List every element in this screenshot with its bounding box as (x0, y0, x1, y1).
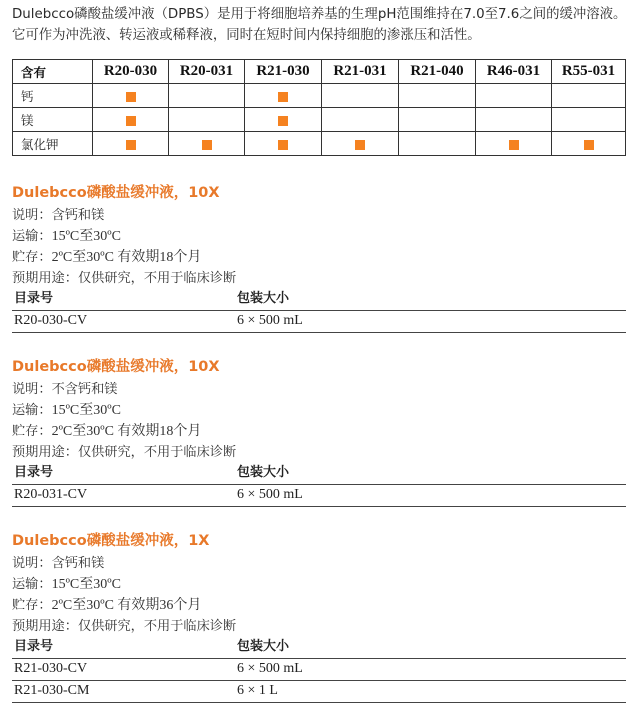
description-line (12, 379, 626, 400)
package-size-header: 包装大小 (237, 465, 290, 480)
intended-use-line (12, 442, 626, 463)
shipping-line (12, 226, 626, 247)
shipping-key: 运输： (12, 577, 52, 592)
mark-cell (93, 84, 169, 108)
composition-table (12, 59, 626, 156)
catalog-header (12, 637, 626, 659)
mark-cell (399, 84, 476, 108)
intended-use-key: 预期用途： (12, 271, 78, 286)
product-section (12, 531, 626, 703)
column-header: R20-031 (169, 60, 245, 84)
table-row (13, 108, 626, 132)
mark-cell (322, 84, 399, 108)
column-header: R46-031 (476, 60, 552, 84)
mark-cell (399, 108, 476, 132)
mark-cell (476, 84, 552, 108)
section-title: Dulebcco磷酸盐缓冲液，10X (12, 359, 220, 375)
description-line (12, 205, 626, 226)
shipping-line (12, 400, 626, 421)
mark-cell (399, 132, 476, 156)
table-row (13, 84, 626, 108)
product-section (12, 357, 626, 507)
mark-cell (245, 84, 322, 108)
storage-line (12, 247, 626, 268)
column-header: R20-030 (93, 60, 169, 84)
package-size: 6 × 500 mL (237, 661, 303, 676)
package-size-header: 包装大小 (237, 291, 290, 306)
row-label: 钙 (13, 84, 93, 108)
intended-use-value: 仅供研究，不用于临床诊断 (77, 271, 237, 286)
storage-line (12, 421, 626, 442)
catalog-row (12, 311, 626, 333)
mark-cell (245, 108, 322, 132)
storage-value: 2ºC至30ºC 有效期36个月 (51, 598, 202, 613)
storage-key: 贮存： (12, 250, 52, 265)
intended-use-line (12, 616, 626, 637)
intended-use-key: 预期用途： (12, 619, 78, 634)
package-size-header: 包装大小 (237, 639, 290, 654)
table-header-row (13, 60, 626, 84)
package-size: 6 × 1 L (237, 683, 278, 698)
description-value: 不含钙和镁 (51, 382, 118, 397)
description-line (12, 553, 626, 574)
shipping-line (12, 574, 626, 595)
intended-use-value: 仅供研究，不用于临床诊断 (77, 619, 237, 634)
catalog-number: R20-031-CV (14, 487, 88, 502)
product-section (12, 183, 626, 333)
orange-square-mark (126, 140, 136, 150)
shipping-value: 15ºC至30ºC (51, 403, 121, 418)
table-header-label: 含有 (13, 60, 93, 84)
shipping-value: 15ºC至30ºC (51, 577, 121, 592)
package-size: 6 × 500 mL (237, 487, 303, 502)
mark-cell (552, 108, 626, 132)
description-key: 说明： (12, 556, 52, 571)
section-title: Dulebcco磷酸盐缓冲液，1X (12, 533, 210, 549)
catalog-header (12, 463, 626, 485)
orange-square-mark (202, 140, 212, 150)
catalog-row (12, 659, 626, 681)
storage-value: 2ºC至30ºC 有效期18个月 (51, 250, 202, 265)
shipping-key: 运输： (12, 403, 52, 418)
intended-use-value: 仅供研究，不用于临床诊断 (77, 445, 237, 460)
mark-cell (169, 108, 245, 132)
column-header: R21-031 (322, 60, 399, 84)
shipping-key: 运输： (12, 229, 52, 244)
mark-cell (476, 132, 552, 156)
orange-square-mark (126, 92, 136, 102)
description-key: 说明： (12, 208, 52, 223)
orange-square-mark (126, 116, 136, 126)
column-header: R55-031 (552, 60, 626, 84)
catalog-number: R20-030-CV (14, 313, 88, 328)
description-value: 含钙和镁 (51, 556, 105, 571)
table-row (13, 132, 626, 156)
mark-cell (476, 108, 552, 132)
mark-cell (552, 84, 626, 108)
catalog-number: R21-030-CV (14, 661, 88, 676)
storage-key: 贮存： (12, 424, 52, 439)
storage-line (12, 595, 626, 616)
mark-cell (93, 132, 169, 156)
intended-use-line (12, 268, 626, 289)
row-label: 氯化钾 (13, 132, 93, 156)
row-label: 镁 (13, 108, 93, 132)
catalog-row (12, 485, 626, 507)
orange-square-mark (278, 92, 288, 102)
catalog-number-header: 目录号 (14, 639, 54, 654)
section-title: Dulebcco磷酸盐缓冲液，10X (12, 185, 220, 201)
package-size: 6 × 500 mL (237, 313, 303, 328)
column-header: R21-040 (399, 60, 476, 84)
mark-cell (322, 132, 399, 156)
orange-square-mark (278, 116, 288, 126)
orange-square-mark (509, 140, 519, 150)
shipping-value: 15ºC至30ºC (51, 229, 121, 244)
description-key: 说明： (12, 382, 52, 397)
storage-key: 贮存： (12, 598, 52, 613)
column-header: R21-030 (245, 60, 322, 84)
description-value: 含钙和镁 (51, 208, 105, 223)
mark-cell (245, 132, 322, 156)
mark-cell (93, 108, 169, 132)
storage-value: 2ºC至30ºC 有效期18个月 (51, 424, 202, 439)
orange-square-mark (278, 140, 288, 150)
catalog-header (12, 289, 626, 311)
catalog-row (12, 681, 626, 703)
intro-paragraph: Dulebcco磷酸盐缓冲液（DPBS）是用于将细胞培养基的生理pH范围维持在7.0至7.6之间的缓冲溶液。它可作为冲洗液、转运液或稀释液，同时在短时间内保持细胞的渗涨压和活性。 (12, 7, 627, 43)
mark-cell (169, 84, 245, 108)
mark-cell (169, 132, 245, 156)
mark-cell (552, 132, 626, 156)
catalog-number: R21-030-CM (14, 683, 90, 698)
catalog-number-header: 目录号 (14, 465, 54, 480)
orange-square-mark (355, 140, 365, 150)
orange-square-mark (584, 140, 594, 150)
intended-use-key: 预期用途： (12, 445, 78, 460)
mark-cell (322, 108, 399, 132)
catalog-number-header: 目录号 (14, 291, 54, 306)
